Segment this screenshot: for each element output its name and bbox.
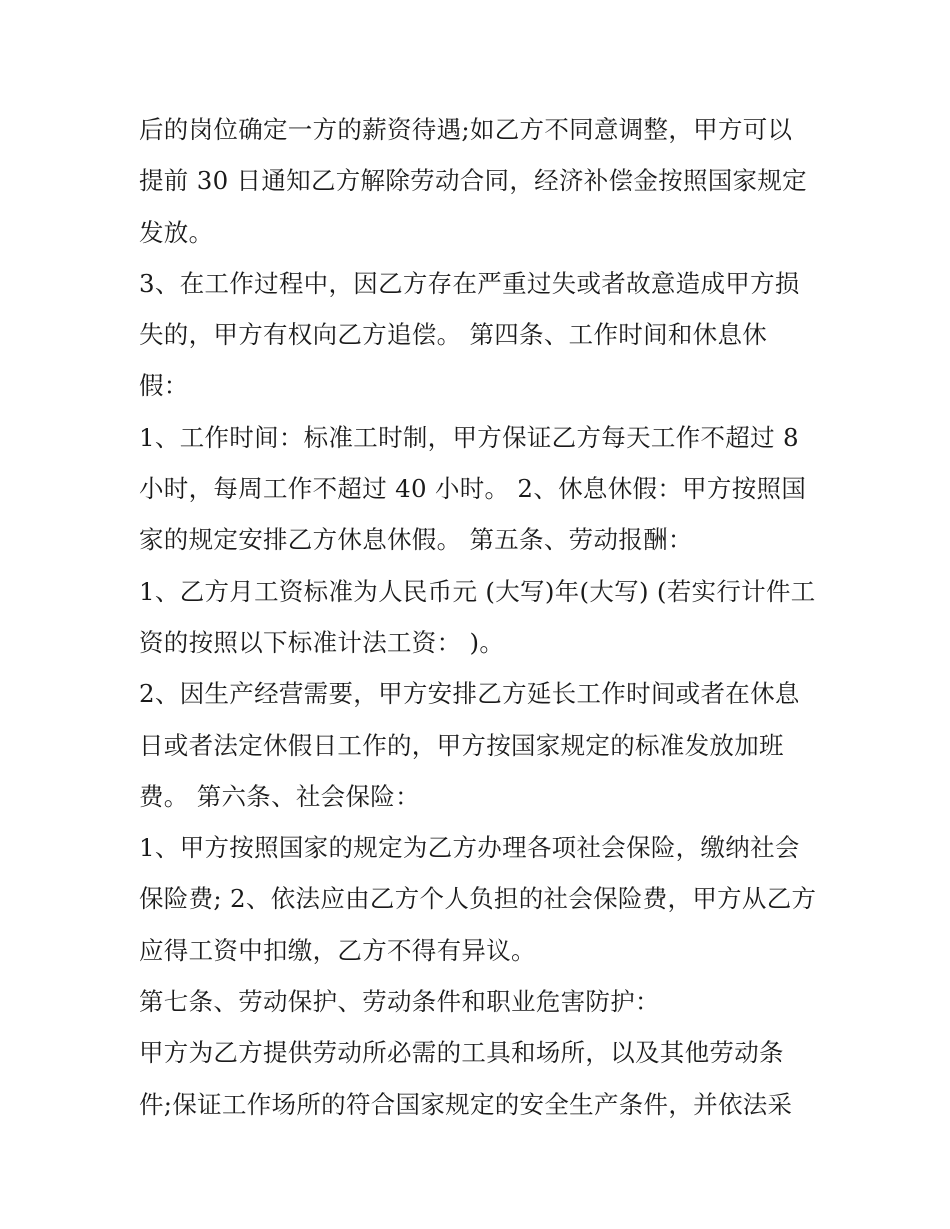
text-line: 假： <box>139 371 189 401</box>
text-line: 失的，甲方有权向乙方追偿。 第四条、工作时间和休息休 <box>139 320 768 350</box>
text-line: 发放。 <box>139 217 214 247</box>
text-line: 日或者法定休假日工作的，甲方按国家规定的标准发放加班 <box>139 730 784 760</box>
text-line: 家的规定安排乙方休息休假。 第五条、劳动报酬： <box>139 525 693 555</box>
text-line: 应得工资中扣缴，乙方不得有异议。 <box>139 935 536 965</box>
text-line: 甲方为乙方提供劳动所必需的工具和场所，以及其他劳动条 <box>139 1038 784 1068</box>
text-line: 资的按照以下标准计法工资： )。 <box>139 627 505 657</box>
text-line: 后的岗位确定一方的薪资待遇;如乙方不同意调整，甲方可以 <box>139 115 793 144</box>
text-line: 1、工作时间：标准工时制，甲方保证乙方每天工作不超过 8 <box>139 422 799 452</box>
text-line: 件;保证工作场所的符合国家规定的安全生产条件，并依法采 <box>139 1089 793 1119</box>
text-line: 费。 第六条、社会保险： <box>139 781 420 811</box>
contract-body-text <box>139 104 829 1130</box>
text-line: 1、乙方月工资标准为人民币元 (大写)年(大写) (若实行计件工 <box>139 576 816 606</box>
text-line: 3、在工作过程中，因乙方存在严重过失或者故意造成甲方损 <box>139 268 800 298</box>
text-line: 第七条、劳动保护、劳动条件和职业危害防护： <box>139 987 660 1017</box>
text-line: 小时，每周工作不超过 40 小时。 2、休息休假：甲方按照国 <box>139 474 807 504</box>
text-line: 保险费; 2、依法应由乙方个人负担的社会保险费，甲方从乙方 <box>139 884 817 914</box>
text-line: 2、因生产经营需要，甲方安排乙方延长工作时间或者在休息 <box>139 679 800 709</box>
text-line: 提前 30 日通知乙方解除劳动合同，经济补偿金按照国家规定 <box>139 166 807 196</box>
text-line: 1、甲方按照国家的规定为乙方办理各项社会保险，缴纳社会 <box>139 833 800 863</box>
